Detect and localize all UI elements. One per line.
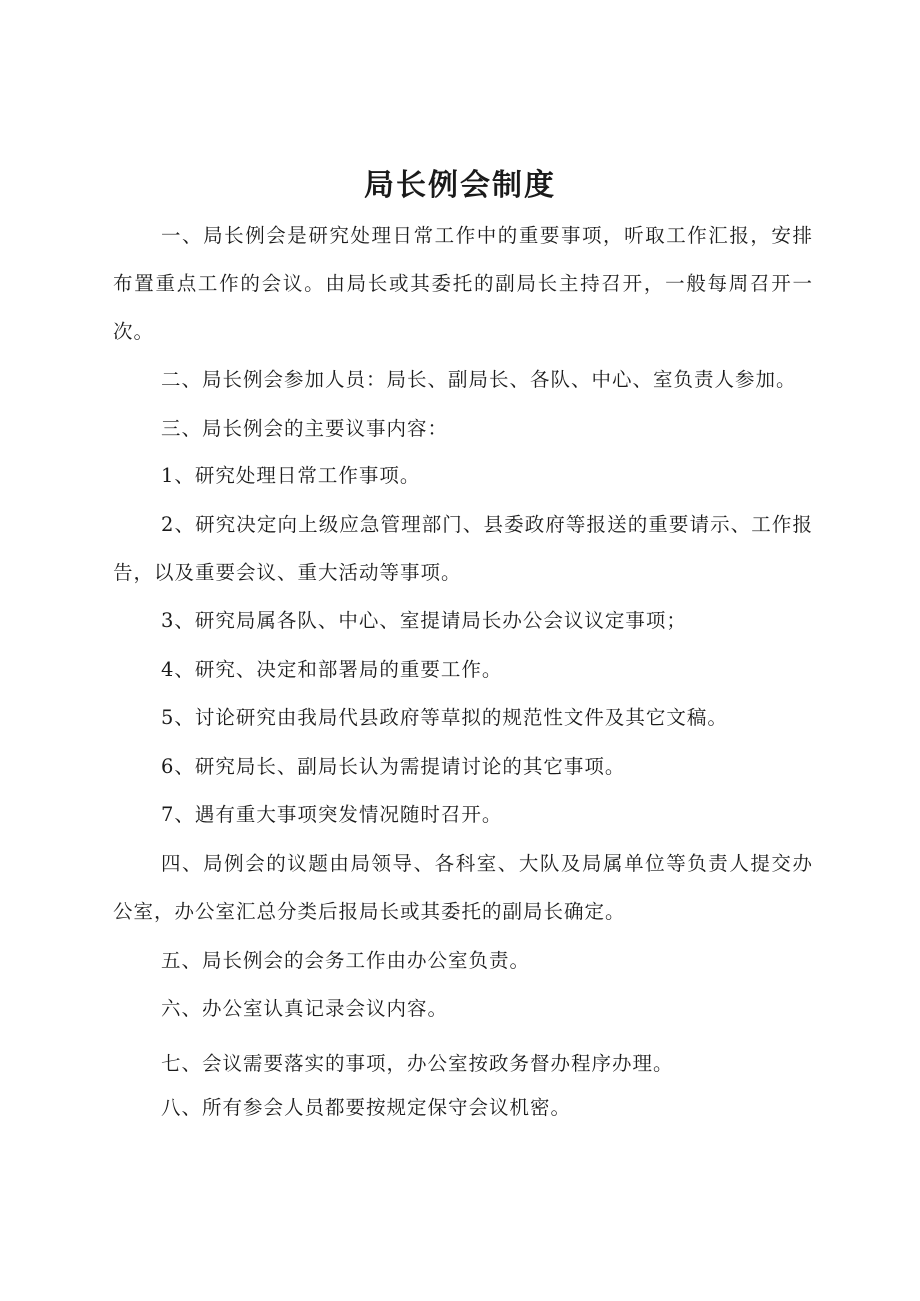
list-item-5: 5、讨论研究由我局代县政府等草拟的规范性文件及其它文稿。 bbox=[161, 706, 728, 729]
paragraph-8: 八、所有参会人员都要按规定保守会议机密。 bbox=[161, 1096, 572, 1119]
list-item-7: 7、遇有重大事项突发情况随时召开。 bbox=[161, 803, 503, 826]
paragraph-1: 一、局长例会是研究处理日常工作中的重要事项，听取工作汇报，安排布置重点工作的会议。由局长或其委托的副局长主持召开，一般每周召开一次。 bbox=[113, 224, 813, 343]
page-title: 局长例会制度 bbox=[364, 168, 556, 203]
list-item-1: 1、研究处理日常工作事项。 bbox=[161, 464, 421, 487]
paragraph-4: 四、局例会的议题由局领导、各科室、大队及局属单位等负责人提交办公室，办公室汇总分类后报局长或其委托的副局长确定。 bbox=[113, 852, 813, 923]
list-item-2: 2、研究决定向上级应急管理部门、县委政府等报送的重要请示、工作报告，以及重要会议、重大活动等事项。 bbox=[113, 513, 813, 584]
paragraph-2: 二、局长例会参加人员：局长、副局长、各队、中心、室负责人参加。 bbox=[161, 368, 797, 391]
paragraph-7: 七、会议需要落实的事项，办公室按政务督办程序办理。 bbox=[161, 1052, 674, 1075]
paragraph-6: 六、办公室认真记录会议内容。 bbox=[161, 997, 449, 1020]
list-item-6: 6、研究局长、副局长认为需提请讨论的其它事项。 bbox=[161, 755, 626, 778]
paragraph-5: 五、局长例会的会务工作由办公室负责。 bbox=[161, 949, 531, 972]
paragraph-3: 三、局长例会的主要议事内容： bbox=[161, 417, 449, 440]
list-item-4: 4、研究、决定和部署局的重要工作。 bbox=[161, 658, 503, 681]
list-item-3: 3、研究局属各队、中心、室提请局长办公会议议定事项； bbox=[161, 609, 687, 632]
